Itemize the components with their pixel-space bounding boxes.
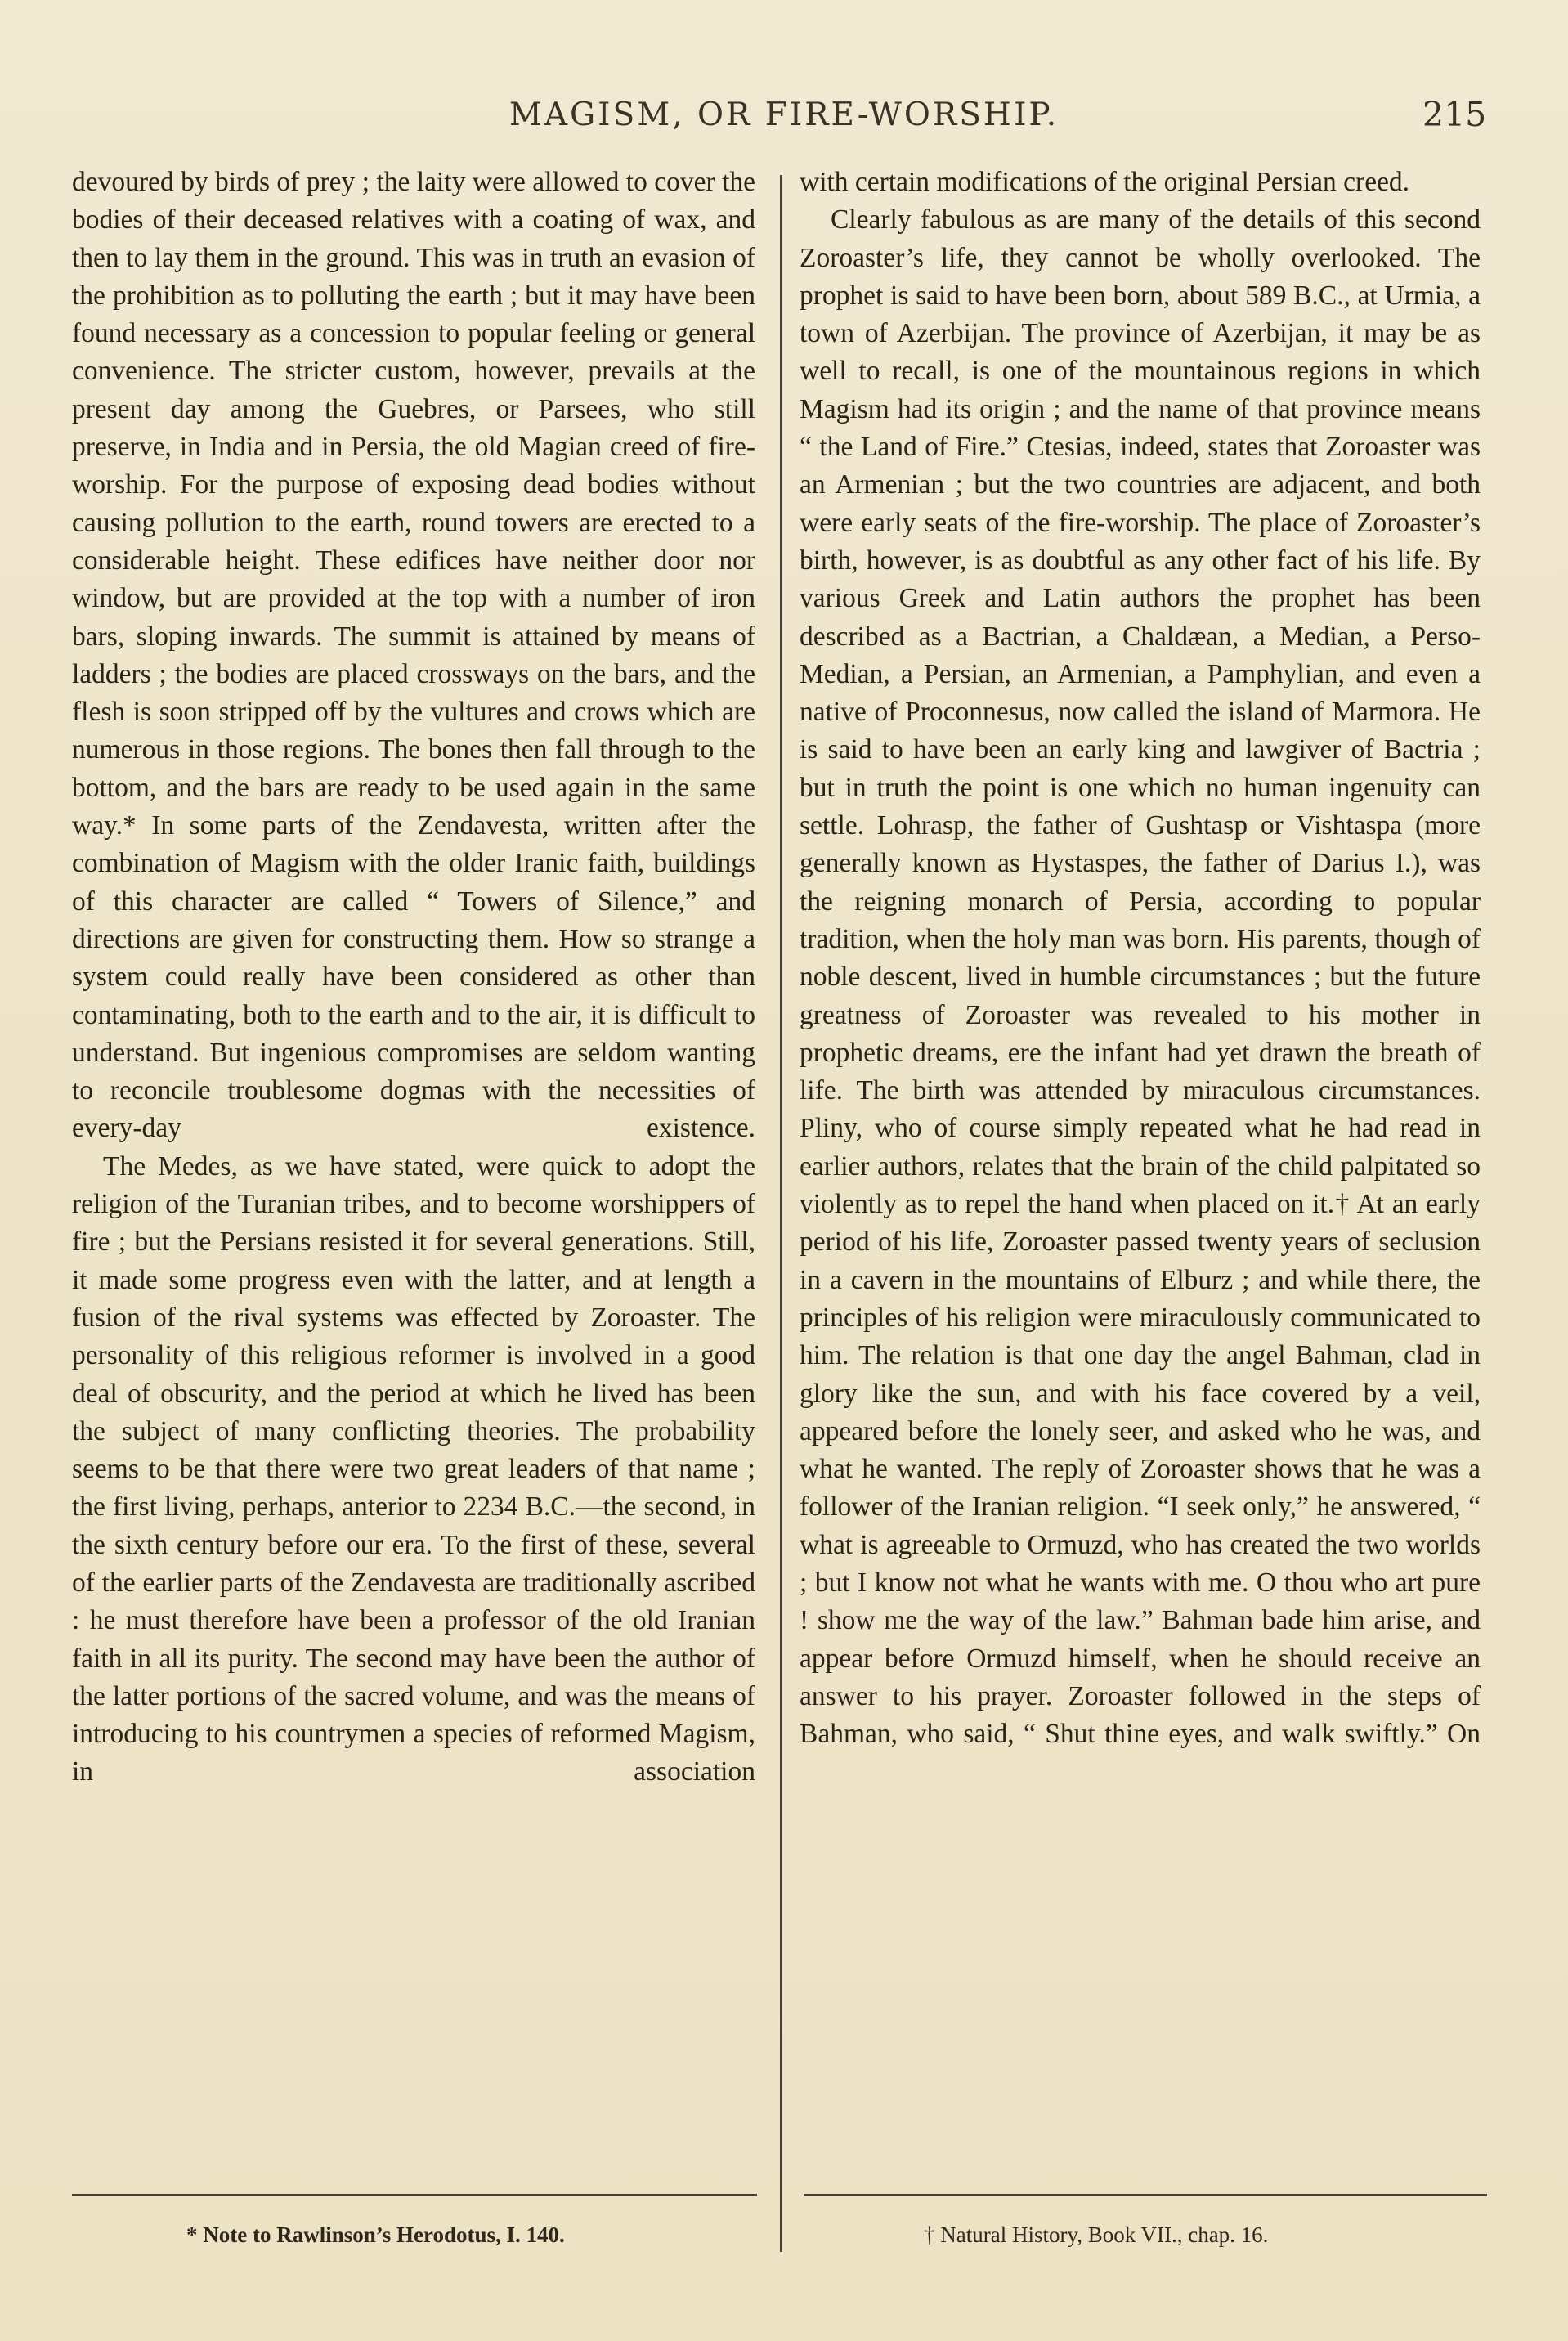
footnote-right: † Natural History, Book VII., chap. 16.	[924, 2222, 1269, 2247]
left-paragraph-2: The Medes, as we have stated, were quick to adopt the religion of the Turanian tribes, and to become worshippers of fire ; but the Persians resisted it for several generations. Still, it made some progress even with the latter, and at length a fusion of the rival systems was effected by Zoroaster. The personality of this religious reformer is involved in a good deal of obscurity, and the period at which he lived has been the subject of many conflicting theories. The probability seems to be that there were two great leaders of that name ; the first living, perhaps, anterior to 2234 B.C.—the second, in the sixth century before our era. To the first of these, several of the earlier parts of the Zendavesta are traditionally ascribed : he must therefore have been a professor of the old Iranian faith in all its purity. The second may have been the author of the latter portions of the sacred volume, and was the means of introducing to his countrymen a species of reformed Magism, in association	[72, 1150, 755, 1787]
right-paragraph-1: with certain modifications of the original Persian creed.	[800, 167, 1410, 197]
footnote-rule-right	[804, 2194, 1487, 2196]
page-number: 215	[1422, 95, 1487, 134]
left-paragraph-1: devoured by birds of prey ; the laity were allowed to cover the bodies of their deceased relatives with a coating of wax, and then to lay them in the ground. This was in truth an evasion of the prohibition as to polluting the earth ; but it may have been found necessary as a concession to popular feeling or general convenience. The stricter custom, however, prevails at the present day among the Guebres, or Parsees, who still preserve, in India and in Persia, the old Magian creed of fire-worship. For the purpose of exposing dead bodies without causing pollution to the earth, round towers are erected to a considerable height. These edifices have neither door nor window, but are provided at the top with a number of iron bars, sloping inwards. The summit is attained by means of ladders ; the bodies are placed crossways on the bars, and the flesh is soon stripped off by the vultures and crows which are numerous in those regions. The bones then fall through to the bottom, and the bars are ready to be used again in the same way.* In some parts of the Zendavesta, written after the combination of Magism with the older Iranic faith, buildings of this character are called “ Towers of Silence,” and directions are given for constructing them. How so strange a system could really have been considered as other than contaminating, both to the earth and to the air, it is difficult to understand. But ingenious compromises are seldom wanting to reconcile troublesome dogmas with the necessities of every-day existence.	[72, 167, 755, 1144]
right-paragraph-2: Clearly fabulous as are many of the details of this second Zoroaster’s life, they cannot be wholly overlooked. The prophet is said to have been born, about 589 B.C., at Urmia, a town of Azerbijan. The province of Azerbijan, it may be as well to recall, is one of the mountainous regions in which Magism had its origin ; and the name of that province means “ the Land of Fire.” Ctesias, indeed, states that Zoroaster was an Armenian ; but the two countries are adjacent, and both were early seats of the fire-worship. The place of Zoroaster’s birth, however, is as doubtful as any other fact of his life. By various Greek and Latin authors the prophet has been described as a Bactrian, a Chaldæan, a Median, a Perso-Median, a Persian, an Armenian, a Pamphylian, and even a native of Proconnesus, now called the island of Marmora. He is said to have been an early king and lawgiver of Bactria ; but in truth the point is one which no human ingenuity can settle. Lohrasp, the father of Gushtasp or Vishtaspa (more generally known as Hystaspes, the father of Darius I.), was the reigning monarch of Persia, according to popular tradition, when the holy man was born. His parents, though of noble descent, lived in humble circumstances ; but the future greatness of Zoroaster was revealed to his mother in prophetic dreams, ere the infant had yet drawn the breath of life. The birth was attended by miraculous circumstances. Pliny, who of course simply repeated what he had read in earlier authors, relates that the brain of the child palpitated so violently as to repel the hand when placed on it.† At an early period of his life, Zoroaster passed twenty years of seclusion in a cavern in the mountains of Elburz ; and while there, the principles of his religion were miraculously communicated to him. The relation is that one day the angel Bahman, clad in glory like the sun, and with his face covered by a veil, appeared before the lonely seer, and asked who he was, and what he wanted. The reply of Zoroaster shows that he was a follower of the Iranian religion. “I seek only,” he answered, “ what is agreeable to Ormuzd, who has created the two worlds ; but I know not what he wants with me. O thou who art pure ! show me the way of the law.” Bahman bade him arise, and appear before Ormuzd himself, when he should receive an answer to his prayer. Zoroaster followed in the steps of Bahman, who said, “ Shut thine eyes, and walk swiftly.” On	[800, 204, 1481, 1750]
running-head: MAGISM, OR FIRE-WORSHIP.	[508, 96, 1060, 133]
footnote-left: * Note to Rawlinson’s Herodotus, I. 140.	[186, 2222, 565, 2247]
footnote-rule-left	[72, 2194, 757, 2196]
left-column	[72, 164, 755, 1792]
column-divider	[780, 175, 782, 2252]
right-column	[800, 164, 1481, 1753]
